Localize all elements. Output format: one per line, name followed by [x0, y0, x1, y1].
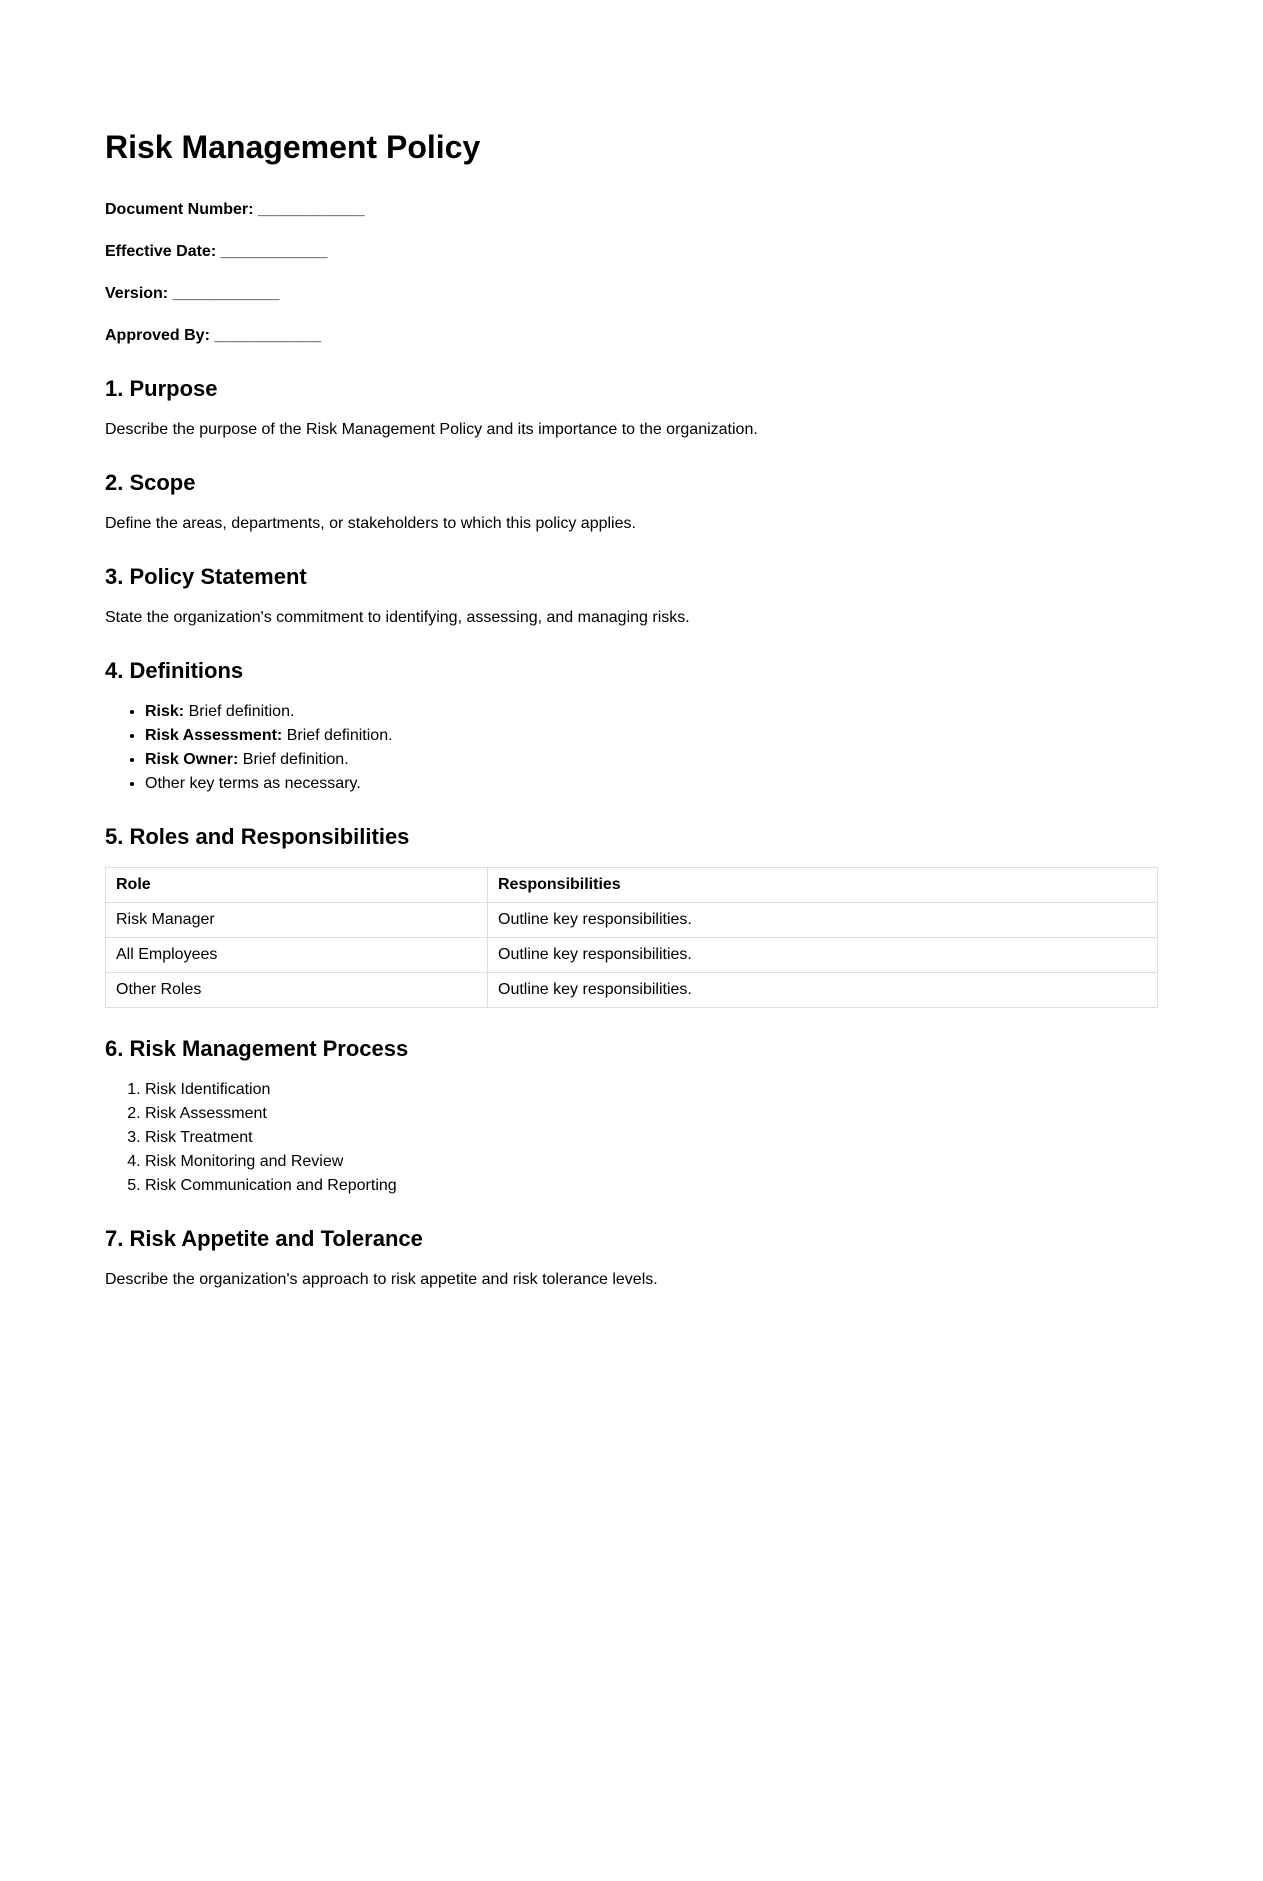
meta-label: Version: [105, 285, 169, 302]
definition-text: Brief definition. [282, 727, 393, 744]
meta-version [105, 284, 279, 304]
roles-table [105, 867, 1158, 1008]
meta-label: Effective Date: [105, 243, 217, 260]
definitions-list [105, 700, 393, 796]
meta-label: Document Number: [105, 201, 254, 218]
table-row [106, 903, 1158, 938]
definition-item [145, 748, 393, 772]
section-heading-roles: 5. Roles and Responsibilities [105, 824, 410, 849]
section-heading-scope: 2. Scope [105, 470, 196, 495]
responsibilities-cell: Outline key responsibilities. [488, 938, 1158, 973]
meta-value-blank: ____________ [172, 285, 280, 302]
meta-approved-by [105, 326, 321, 346]
role-cell: Risk Manager [106, 903, 488, 938]
process-step: 3. Risk Treatment [145, 1126, 397, 1150]
definition-item [145, 772, 393, 796]
definition-term: Risk Assessment: [145, 727, 283, 744]
section-heading-purpose: 1. Purpose [105, 376, 218, 401]
process-step: 4. Risk Monitoring and Review [145, 1150, 397, 1174]
section-heading-definitions: 4. Definitions [105, 658, 244, 683]
meta-value-blank: ____________ [214, 327, 322, 344]
table-row [106, 973, 1158, 1008]
column-header-role: Role [106, 868, 488, 903]
table-row [106, 938, 1158, 973]
section-text-purpose: Describe the purpose of the Risk Management Policy and its importance to the organization. [105, 421, 758, 438]
page-title: Risk Management Policy [105, 129, 481, 165]
section-heading-process: 6. Risk Management Process [105, 1036, 409, 1061]
process-step: 5. Risk Communication and Reporting [145, 1174, 397, 1198]
definition-text: Other key terms as necessary. [145, 775, 361, 792]
column-header-responsibilities: Responsibilities [488, 868, 1158, 903]
section-text-appetite: Describe the organization's approach to risk appetite and risk tolerance levels. [105, 1271, 658, 1288]
process-step: 1. Risk Identification [145, 1078, 397, 1102]
table-header-row [106, 868, 1158, 903]
section-heading-appetite: 7. Risk Appetite and Tolerance [105, 1226, 423, 1251]
definition-text: Brief definition. [184, 703, 295, 720]
role-cell: All Employees [106, 938, 488, 973]
definition-term: Risk: [145, 703, 185, 720]
process-step: 2. Risk Assessment [145, 1102, 397, 1126]
meta-effective-date [105, 242, 327, 262]
meta-value-blank: ____________ [220, 243, 328, 260]
section-text-policy-statement: State the organization's commitment to identifying, assessing, and managing risks. [105, 609, 690, 626]
responsibilities-cell: Outline key responsibilities. [488, 973, 1158, 1008]
role-cell: Other Roles [106, 973, 488, 1008]
definition-term: Risk Owner: [145, 751, 239, 768]
responsibilities-cell: Outline key responsibilities. [488, 903, 1158, 938]
section-heading-policy-statement: 3. Policy Statement [105, 564, 307, 589]
definition-item [145, 724, 393, 748]
definition-text: Brief definition. [238, 751, 349, 768]
definition-item [145, 700, 393, 724]
meta-document-number [105, 200, 365, 220]
meta-value-blank: ____________ [257, 201, 365, 218]
section-text-scope: Define the areas, departments, or stakeholders to which this policy applies. [105, 515, 636, 532]
meta-label: Approved By: [105, 327, 210, 344]
process-steps-list [105, 1078, 397, 1198]
